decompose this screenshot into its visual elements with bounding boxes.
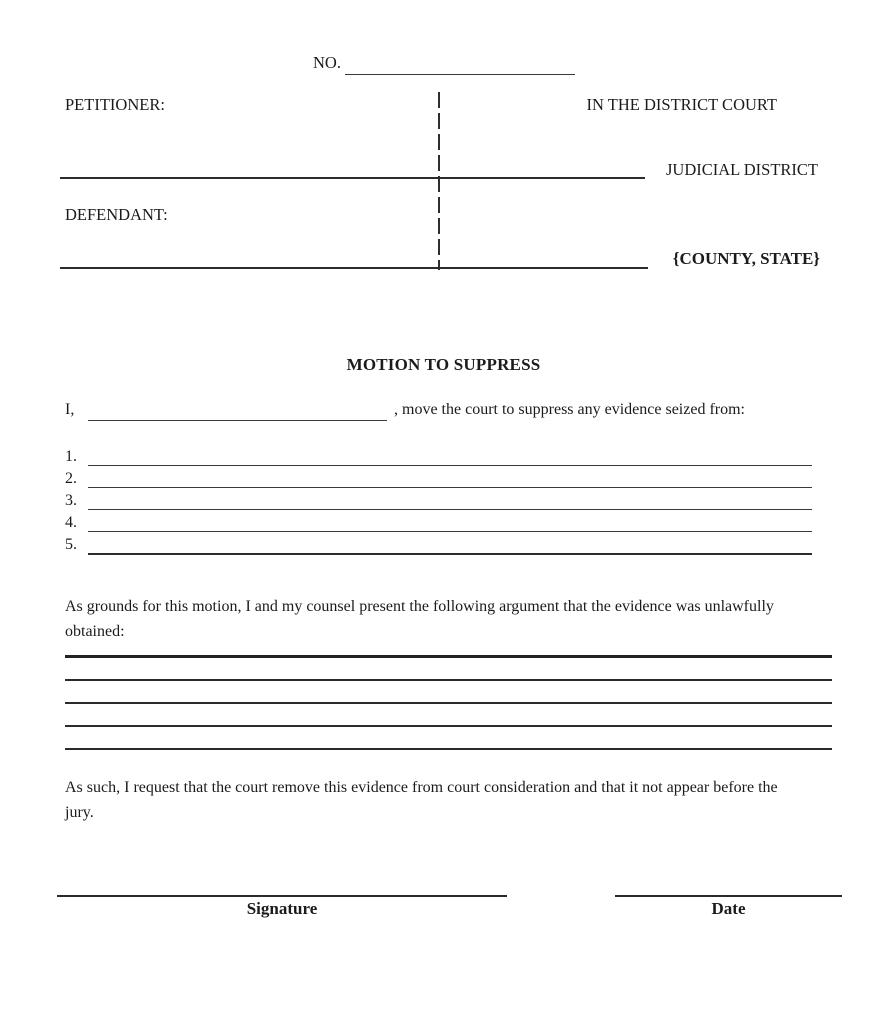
defendant-name-blank[interactable]: [60, 267, 648, 269]
declarant-suffix: , move the court to suppress any evidence seized from:: [394, 401, 745, 418]
date-label: Date: [711, 899, 746, 918]
evidence-item-blank-1[interactable]: [88, 465, 812, 466]
form-title: MOTION TO SUPPRESS: [346, 355, 541, 374]
evidence-item-number: 5.: [65, 536, 77, 553]
signature-blank[interactable]: [57, 895, 507, 897]
declarant-name-blank[interactable]: [88, 420, 387, 421]
grounds-paragraph: As grounds for this motion, I and my counsel present the following argument that the evidence was unlawfully obtained:: [65, 598, 774, 640]
grounds-line-2[interactable]: [65, 679, 832, 681]
evidence-item-number: 3.: [65, 492, 77, 509]
evidence-item-blank-2[interactable]: [88, 487, 812, 488]
request-paragraph: As such, I request that the court remove this evidence from court consideration and that it not appear before the jury.: [65, 779, 778, 821]
case-number-blank[interactable]: [345, 74, 575, 75]
signature-label: Signature: [246, 899, 318, 918]
evidence-item-number: 2.: [65, 470, 77, 487]
district-court-label: IN THE DISTRICT COURT: [586, 95, 777, 114]
evidence-item-blank-3[interactable]: [88, 509, 812, 510]
grounds-line-3[interactable]: [65, 702, 832, 704]
date-blank[interactable]: [615, 895, 842, 897]
grounds-line-4[interactable]: [65, 725, 832, 727]
defendant-label: DEFENDANT:: [65, 205, 168, 224]
evidence-item-blank-5[interactable]: [88, 553, 812, 555]
evidence-item-number: 1.: [65, 448, 77, 465]
county-state-label: {COUNTY, STATE}: [672, 249, 820, 268]
evidence-item-number: 4.: [65, 514, 77, 531]
petitioner-label: PETITIONER:: [65, 95, 165, 114]
case-number-label: NO.: [313, 53, 341, 72]
grounds-line-1[interactable]: [65, 655, 832, 658]
caption-divider-line: [438, 92, 440, 270]
judicial-district-label: JUDICIAL DISTRICT: [665, 160, 818, 179]
grounds-line-5[interactable]: [65, 748, 832, 750]
declarant-prefix: I,: [65, 401, 75, 418]
petitioner-name-blank[interactable]: [60, 177, 645, 179]
evidence-item-blank-4[interactable]: [88, 531, 812, 532]
